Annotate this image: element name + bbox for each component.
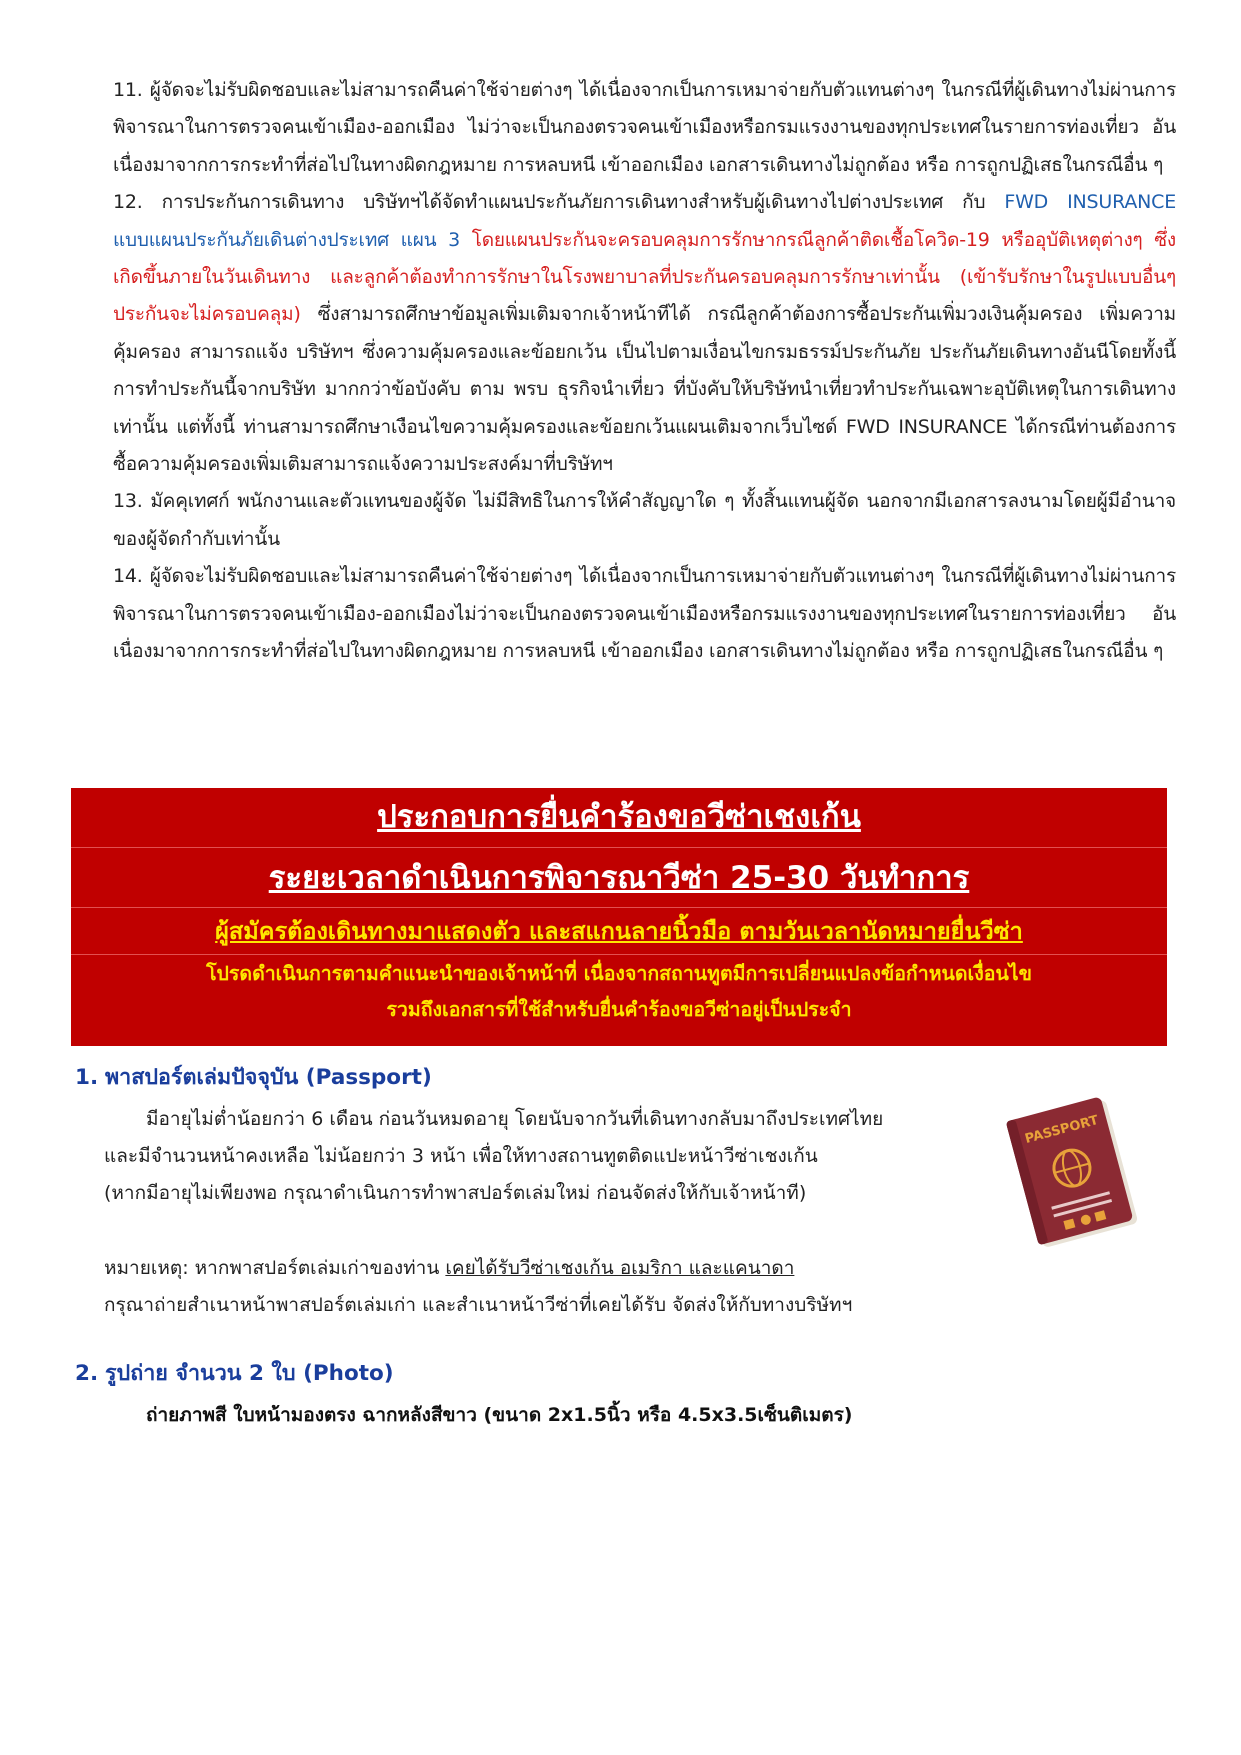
passport-requirement-line1: มีอายุไม่ต่ำน้อยกว่า 6 เดือน ก่อนวันหมดอายุ โดยนับจากวันที่เดินทางกลับมาถึงประเทศไทย — [146, 1108, 884, 1130]
insurance-coverage-note: โดยแผนประกันจะครอบคลุมการรักษากรณีลูกค้าติดเชื้อโควิด-19 หรืออุบัติเหตุต่างๆ ซึ่งเกิดขึ้นภายในวันเดินทาง และลูกค้าต้องทำการรักษาในโรงพยาบาลที่ประกันครอบคลุมการรักษาเท่านั้น (เข้ารับรักษาในรูปแบบอื่นๆประกันจะไม่ครอบคลุม) — [113, 228, 1177, 326]
insurer-name: FWD INSURANCE แบบแผนประกันภัยเดินต่างประเทศ แผน 3 — [113, 191, 1177, 251]
passport-note-visas: เคยได้รับวีซ่าเชงเก้น อเมริกา และแคนาดา — [445, 1257, 795, 1279]
terms-conditions — [113, 72, 1176, 671]
section-number: 2. — [75, 1361, 99, 1386]
condition-item-11: 11. ผู้จัดจะไม่รับผิดชอบและไม่สามารถคืนค่าใช้จ่ายต่างๆ ได้เนื่องจากเป็นการเหมาจ่ายกับตัวแทนต่างๆ ในกรณีที่ผู้เดินทางไม่ผ่านการพิจารณาในการตรวจคนเข้าเมือง-ออกเมือง ไม่ว่าจะเป็นกองตรวจคนเข้าเมืองหรือกรมแรงงานของทุกประเทศในรายการท่องเที่ยว อันเนื่องมาจากการกระทำที่ส่อไปในทางผิดกฎหมาย การหลบหนี เข้าออกเมือง เอกสารเดินทางไม่ถูกต้อง หรือ การถูกปฏิเสธในกรณีอื่น ๆ — [113, 79, 1176, 176]
banner-fingerprint-notice: ผู้สมัครต้องเดินทางมาแสดงตัว และสแกนลายนิ้วมือ ตามวันเวลานัดหมายยื่นวีซ่า — [71, 907, 1167, 955]
banner-instruction-line2: รวมถึงเอกสารที่ใช้สำหรับยื่นคำร้องขอวีซ่าอยู่เป็นประจำ — [386, 998, 852, 1021]
passport-requirement-line3: (หากมีอายุไม่เพียงพอ กรุณาดำเนินการทำพาสปอร์ตเล่มใหม่ ก่อนจัดส่งให้กับเจ้าหน้าที) — [104, 1182, 807, 1204]
schengen-visa-banner — [71, 788, 1167, 1046]
passport-cover-label: PASSPORT — [1023, 1112, 1101, 1147]
condition-item-12-intro: 12. การประกันการเดินทาง บริษัทฯได้จัดทำแผนประกันภัยการเดินทางสำหรับผู้เดินทางไปต่างประเทศ กับ — [113, 191, 1005, 214]
passport-requirement-line2: และมีจำนวนหน้าคงเหลือ ไม่น้อยกว่า 3 หน้า เพื่อให้ทางสถานทูตติดแปะหน้าวีซ่าเชงเก้น — [104, 1145, 818, 1167]
banner-processing-time: ระยะเวลาดำเนินการพิจารณาวีซ่า 25-30 วันทำการ — [71, 847, 1167, 908]
section-title: พาสปอร์ตเล่มปัจจุบัน (Passport) — [105, 1065, 432, 1090]
photo-requirement-line1: ถ่ายภาพสี ใบหน้ามองตรง ฉากหลังสีขาว (ขนาด 2x1.5นิ้ว หรือ 4.5x3.5เซ็นติเมตร) — [146, 1404, 853, 1426]
condition-item-13: 13. มัคคุเทศก์ พนักงานและตัวแทนของผู้จัด ไม่มีสิทธิในการให้คำสัญญาใด ๆ ทั้งสิ้นแทนผู้จัด นอกจากมีเอกสารลงนามโดยผู้มีอำนาจของผู้จัดกำกับเท่านั้น — [113, 490, 1176, 550]
condition-item-12-details: ซึ่งสามารถศึกษาข้อมูลเพิ่มเติมจากเจ้าหน้าทีได้ กรณีลูกค้าต้องการซื้อประกันเพิ่มวงเงินคุ้มครอง เพิ่มความคุ้มครอง สามารถแจ้ง บริษัทฯ ซึ่งความคุ้มครองและข้อยกเว้น เป็นไปตามเงื่อนไขกรมธรรม์ประกันภัย ประกันภัยเดินทางอันนีโดยทั้งนี้การทำประกันนี้จากบริษัท มากกว่าข้อบังคับ ตาม พรบ ธุรกิจนำเที่ยว ที่บังคับให้บริษัทนำเที่ยวทำประกันเฉพาะอุบัติเหตุในการเดินทางเท่านั้น แต่ทั้งนี้ ท่านสามารถศึกษาเงือนไขความคุ้มครองและข้อยกเว้นแผนเติมจากเว็บไซด์ FWD INSURANCE ได้กรณีท่านต้องการซื้อความคุ้มครองเพิ่มเติมสามารถแจ้งความประสงค์มาที่บริษัทฯ — [113, 303, 1176, 476]
section-title: รูปถ่าย จำนวน 2 ใบ (Photo) — [105, 1361, 394, 1386]
banner-title: ประกอบการยื่นคำร้องขอวีซ่าเชงเก้น — [377, 799, 861, 835]
passport-note-line2: กรุณาถ่ายสำเนาหน้าพาสปอร์ตเล่มเก่า และสำเนาหน้าวีซ่าที่เคยได้รับ จัดส่งให้กับทางบริษัทฯ — [104, 1294, 853, 1316]
section-photo-heading — [75, 1356, 394, 1390]
passport-note-line1 — [104, 1253, 794, 1283]
passport-booklet-illustration — [995, 1096, 1151, 1248]
condition-item-12 — [113, 184, 1176, 483]
section-number: 1. — [75, 1065, 99, 1090]
banner-instruction-line1: โปรดดำเนินการตามคำแนะนำของเจ้าหน้าที่ เนื่องจากสถานทูตมีการเปลี่ยนแปลงข้อกำหนดเงื่อนไข — [71, 954, 1167, 992]
passport-note-prefix: หมายเหตุ: หากพาสปอร์ตเล่มเก่าของท่าน — [104, 1257, 446, 1279]
condition-item-14: 14. ผู้จัดจะไม่รับผิดชอบและไม่สามารถคืนค่าใช้จ่ายต่างๆ ได้เนื่องจากเป็นการเหมาจ่ายกับตัวแทนต่างๆ ในกรณีที่ผู้เดินทางไม่ผ่านการพิจารณาในการตรวจคนเข้าเมือง-ออกเมืองไม่ว่าจะเป็นกองตรวจคนเข้าเมืองหรือกรมแรงงานของทุกประเทศในรายการท่องเที่ยว อันเนื่องมาจากการกระทำที่ส่อไปในทางผิดกฎหมาย การหลบหนี เข้าออกเมือง เอกสารเดินทางไม่ถูกต้อง หรือ การถูกปฏิเสธในกรณีอื่น ๆ — [113, 565, 1176, 663]
section-passport-heading — [75, 1060, 432, 1094]
